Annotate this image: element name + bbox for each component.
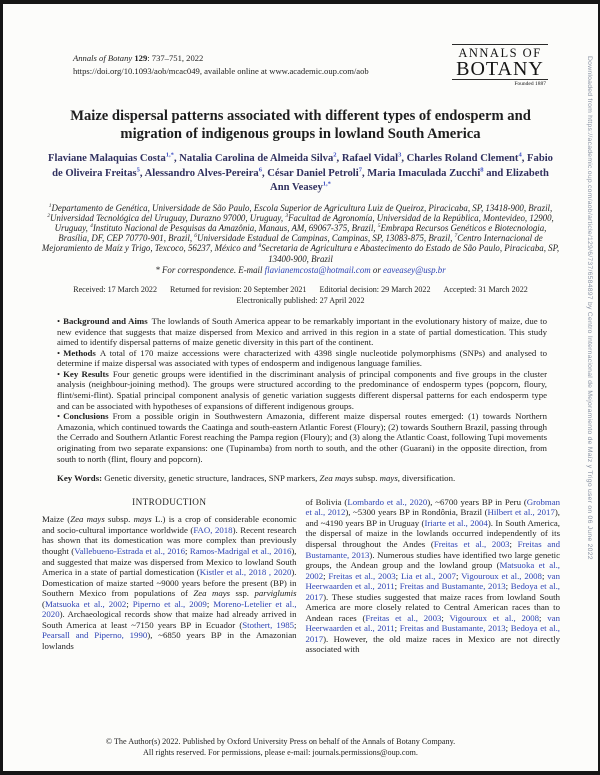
journal-citation-block <box>73 44 369 78</box>
citation-link[interactable]: FAO, 2018 <box>193 524 233 535</box>
abstract-label: Key Results <box>63 368 109 379</box>
citation-link[interactable]: Freitas et al., 2003 <box>433 539 510 550</box>
citation-link[interactable]: Piperno et al., 2009 <box>132 598 207 609</box>
text-segment: 8 <box>258 243 262 250</box>
date-published: Electronically published: 27 April 2022 <box>236 295 365 305</box>
text-segment: 6 <box>258 165 262 173</box>
citation-link[interactable]: Freitas and Bustamante, 2013 <box>399 581 506 592</box>
citation-link[interactable]: Bedoya et al., 2017 <box>305 623 560 644</box>
citation-link[interactable]: Hilbert et al., 2017 <box>487 507 555 518</box>
text-segment: 6 <box>194 233 198 240</box>
email-link[interactable]: eaveasey@usp.br <box>383 264 446 275</box>
paper-sheet <box>3 4 598 771</box>
citation-link[interactable]: Freitas and Bustamante, 2013 <box>305 539 561 560</box>
copyright-line-1: © The Author(s) 2022. Published by Oxford University Press on behalf of the Annals of Botany Company. <box>105 737 456 746</box>
intro-heading: INTRODUCTION <box>132 496 207 507</box>
body-column-right <box>306 497 561 655</box>
text-segment: 2 <box>47 212 50 219</box>
citation-link[interactable]: Ramos-Madrigal et al., 2016 <box>189 546 292 557</box>
logo-top-rule <box>452 44 548 45</box>
citation-link[interactable]: Bedoya et al., 2017 <box>305 581 560 602</box>
intro-paragraph-left: Maize (Zea mays subsp. mays L.) is a crop of considerable economic and socio-cultural importance worldwide (FAO, 2018). Recent research has shown that its domestication was more complex than previously thought (Vallebueno-Estrada et al., 2016; Ramos-Madrigal et al., 2016), and suggested that maize was dispersed from Mexico to lowland South America in a state of partial domestication (Kistler et al., 2018 , 2020). Domestication of maize started ~9000 years before the present (BP) in Southern Mexico from populations of Zea mays ssp. parviglumis (Matsuoka et al., 2002; Piperno et al., 2009; Moreno-Letelier et al., 2020). Archaeological records show that maize had already arrived in South America at least ~7150 years BP in Ecuador (Stothert, 1985; Pearsall and Piperno, 1990), ~6850 years BP in the Amazonian lowlands <box>42 514 297 651</box>
abstract-item-methods <box>57 348 547 369</box>
correspondence-note: * For correspondence. E-mail flavianemcosta@hotmail.com or eaveasey@usp.br <box>155 264 446 275</box>
article-title: Maize dispersal patterns associated with different types of endosperm and migration of indigenous groups in lowland South America <box>70 108 531 142</box>
abstract-text: Four genetic groups were identified in the discriminant analysis of principal components and five groups in the cluster analysis (neighbour-joining method). The groups were structured according to the predominance of endosperm types (popcorn, floury, flint/semi-flint). Spatial principal component analysis of genetic variation suggests different dispersal patterns for each endosperm type and can be associated with hypotheses of expansions of different indigenous groups. <box>57 368 548 411</box>
text-segment: 1,* <box>165 151 174 159</box>
abstract-text: A total of 170 maize accessions were characterized with 4398 single nucleotide polymorphisms (SNPs) and analysed to determine if maize dispersal was associated with types of endosperm and indigenous language families. <box>57 347 547 369</box>
abstract-label: Conclusions <box>63 411 109 422</box>
body-columns <box>42 497 560 655</box>
citation-link[interactable]: Vigouroux et al., 2008 <box>449 612 540 623</box>
abstract-label: Methods <box>63 347 96 358</box>
text-segment: 3 <box>285 212 289 219</box>
citation-link[interactable]: Matsuoka et al., 2002 <box>305 560 560 581</box>
page-header <box>3 4 598 87</box>
date-editorial: Editorial decision: 29 March 2022 <box>319 284 431 294</box>
text-segment: Zea mays <box>70 514 105 525</box>
citation-link[interactable]: van Heerwaarden et al., 2011 <box>305 570 560 592</box>
citation-link[interactable]: Freitas and Bustamante, 2013 <box>399 623 506 634</box>
text-segment: 5 <box>377 222 381 229</box>
email-link[interactable]: flavianemcosta@hotmail.com <box>264 264 371 275</box>
text-segment: Zea mays <box>319 473 354 484</box>
text-segment: 8 <box>480 165 484 173</box>
citation-link[interactable]: Iriarte et al., 2004 <box>424 517 488 528</box>
keywords: Key Words: Genetic diversity, genetic structure, landraces, SNP markers, Zea mays subsp. mays, diversification. <box>57 473 456 484</box>
citation-link[interactable]: Matsuoka et al., 2002 <box>44 598 127 609</box>
date-returned: Returned for revision: 20 September 2021 <box>170 284 307 294</box>
text-segment: 3 <box>398 151 402 159</box>
bullet-icon: • <box>57 368 61 379</box>
citation-link[interactable]: Vigouroux et al., 2008 <box>461 570 542 581</box>
copyright-line-2: All rights reserved. For permissions, please e-mail: journals.permissions@oup.com. <box>143 748 418 757</box>
abstract-item-key-results <box>57 369 547 411</box>
citation-link[interactable]: Freitas et al., 2003 <box>365 612 442 623</box>
author-list: Flaviane Malaquias Costa$^{1,*}$, Natalia Carolina de Almeida Silva$^2$, Rafael Vidal$^3$, Charles Roland Clement$^4$, Fabio de Oliveira Freitas$^5$, Alessandro Alves-Pereira$^6$, César Daniel Petroli$^7$, Maria Imaculada Zucchi$^8$ and Elizabeth Ann Veasey$^{1,*}$ <box>48 151 553 193</box>
text-segment: Annals of Botany <box>73 53 133 63</box>
text-segment: 7 <box>454 233 458 240</box>
text-segment: mays <box>379 473 398 484</box>
copyright-footer <box>3 736 558 758</box>
text-segment: Zea mays <box>193 588 231 599</box>
text-segment: Key Words: <box>57 473 103 484</box>
intro-paragraph-right: of Bolivia (Lombardo et al., 2020), ~6700 years BP in Peru (Grobman et al., 2012), ~5300 years BP in Rondônia, Brazil (Hilbert et al., 2017), and ~4190 years BP in Uruguay (Iriarte et al., 2004). In South America, the dispersal of maize in the lowlands occurred independently of its dispersal throughout the Andes (Freitas et al., 2003; Freitas and Bustamante, 2013). Numerous studies have identified two large genetic groups, the Andean group and the lowland group (Matsuoka et al., 2002; Freitas et al., 2003; Lia et al., 2007; Vigouroux et al., 2008; van Heerwaarden et al., 2011; Freitas and Bustamante, 2013; Bedoya et al., 2017). These studies suggested that maize races from lowland South America are more closely related to Central American races than to Andean races (Freitas et al., 2003; Vigouroux et al., 2008; van Heerwaarden et al., 2011; Freitas and Bustamante, 2013; Bedoya et al., 2017). However, the old maize races in Mexico are not directly associated with <box>305 496 561 655</box>
abstract-item-background <box>57 316 547 348</box>
citation-link[interactable]: Kistler et al., 2018 , 2020 <box>199 567 292 578</box>
text-segment: mays <box>133 514 152 525</box>
text-segment: 4 <box>518 151 522 159</box>
abstract-item-conclusions <box>57 411 547 464</box>
text-segment: 129 <box>134 53 148 63</box>
date-received: Received: 17 March 2022 <box>73 284 158 294</box>
text-segment: 7 <box>358 165 362 173</box>
dates-block <box>3 284 598 306</box>
text-segment: 5 <box>136 165 140 173</box>
citation-link[interactable]: van Heerwaarden et al., 2011 <box>305 612 560 634</box>
text-segment: 2 <box>333 151 337 159</box>
body-column-left <box>42 497 297 655</box>
citation-link[interactable]: Lombardo et al., 2020 <box>347 496 428 507</box>
text-segment: 1,* <box>322 180 331 188</box>
journal-logo <box>452 44 548 87</box>
citation-link[interactable]: Vallebueno-Estrada et al., 2016 <box>74 546 185 557</box>
logo-botany: BOTANY <box>456 58 544 80</box>
text-segment: 1 <box>48 202 52 209</box>
text-segment: 4 <box>90 222 93 229</box>
citation-link[interactable]: Lia et al., 2007 <box>400 570 456 581</box>
logo-annals-of: ANNALS OF <box>458 46 542 60</box>
bullet-icon: • <box>57 411 61 422</box>
download-note: Downloaded from https://academic.oup.com/aob/article/129/6/737/6584897 by Centro Internacional de Mejoramiento de Maíz y Trigo user on 06 June 2022 <box>586 56 593 560</box>
journal-citation: Annals of Botany 129: 737–751, 2022 <box>73 53 204 63</box>
abstract-label: Background and Aims <box>63 315 148 326</box>
text-segment: parviglumis <box>254 588 297 599</box>
date-accepted: Accepted: 31 March 2022 <box>443 284 528 294</box>
bullet-icon: • <box>57 315 61 326</box>
citation-link[interactable]: Moreno-Letelier et al., 2020 <box>42 598 297 620</box>
logo-founded: Founded 1887 <box>514 81 546 87</box>
citation-link[interactable]: Grobman et al., 2012 <box>305 496 561 518</box>
bullet-icon: • <box>57 347 61 358</box>
abstract <box>57 316 547 464</box>
doi-line: https://doi.org/10.1093/aob/mcac049, available online at www.academic.oup.com/aob <box>73 66 369 76</box>
affiliations: $^1$Departamento de Genética, Universidade de São Paulo, Escola Superior de Agricultura Luiz de Queiroz, Piracicaba, SP, 13418-900, Brazil, $^2$Universidad Tecnológica del Uruguay, Durazno 97000, Uruguay, $^3$Facultad de Agronomía, Universidad de la República, Montevideo, 12900, Uruguay, $^4$Instituto Nacional de Pesquisas da Amazônia, Manaus, AM, 69067-375, Brazil, $^5$Embrapa Recursos Genéticos e Biotecnologia, Brasília, DF, CEP 70770-901, Brazil, $^6$Universidade Estadual de Campinas, Campinas, SP, 13083-875, Brazil, $^7$Centro Internacional de Mejoramiento de Maíz y Trigo, Texcoco, 56237, México and $^8$Secretaria de Agricultura e Abastecimento do Estado de São Paulo, Piracicaba, SP, 13400-900, Brazil <box>41 202 560 264</box>
received-dates <box>3 284 598 295</box>
abstract-text: From a possible origin in Southwestern Amazonia, different maize dispersal routes emerged: (1) towards Northern Amazonia, which continued towards the Caatinga and south-eastern Atlantic Forest (Floury); (2) towards Southern Brazil, passing through the Cerrado and Southern Atlantic Forest reaching the Pampa region (Floury); and (3) along the Atlantic Coast, following Tupi movements originating from two separate expansions: one (Tupinamba) from north to south, and the other (Guarani) in the opposite direction, from south to north (flint, floury and popcorn). <box>57 411 547 464</box>
citation-link[interactable]: Freitas et al., 2003 <box>328 570 396 581</box>
citation-link[interactable]: Pearsall and Piperno, 1990 <box>42 630 148 641</box>
abstract-text: The lowlands of South America appear to be remarkably important in the evolutionary history of maize, due to new evidence that suggests that maize dispersed from Mexico and arrived in this region in a state of partial domestication. This study aimed to identify dispersal patterns of maize genetic diversity in this part of the continent. <box>57 315 547 348</box>
citation-link[interactable]: Stothert, 1985 <box>242 619 295 630</box>
